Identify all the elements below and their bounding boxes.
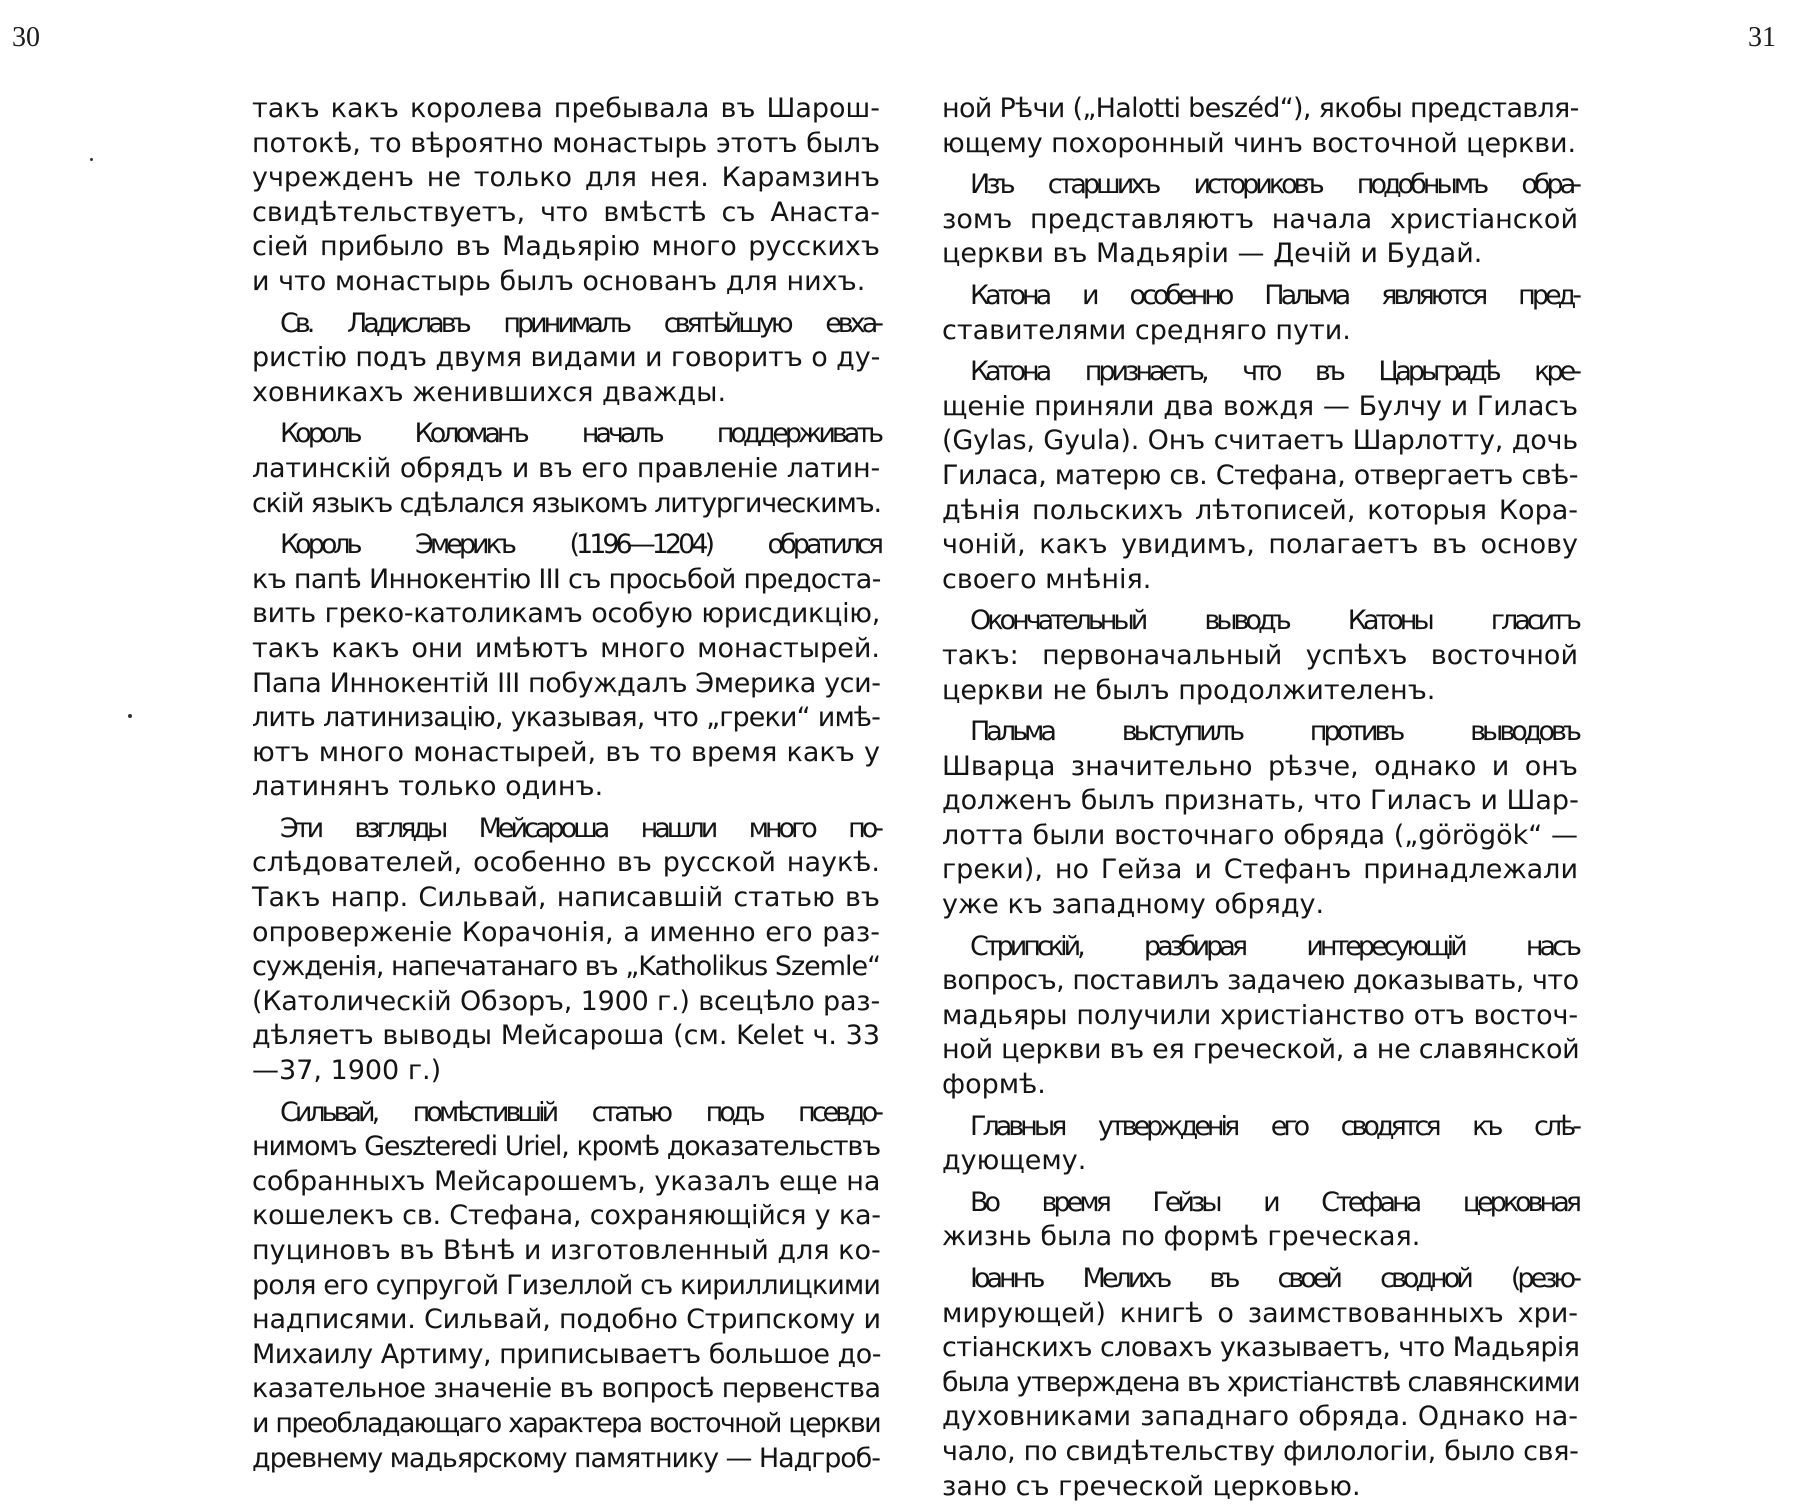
text-line: жизнь была по формѣ греческая.	[942, 1221, 1421, 1253]
text-line: лить латинизацію, указывая, что „греки“ имѣ-	[252, 702, 880, 734]
text-line: ющему похоронный чинъ восточной церкви.	[942, 127, 1576, 159]
page-number-right: 31	[1748, 22, 1776, 53]
text-line: латинянъ только одинъ.	[252, 771, 604, 803]
paragraph	[252, 417, 880, 521]
text-line: (Католическій Обзоръ, 1900 г.) всецѣло раз-	[252, 985, 880, 1017]
paragraph	[942, 604, 1578, 708]
text-line: сіей прибыло въ Мадьярію много русскихъ	[252, 231, 880, 263]
right-page-text-column	[942, 92, 1578, 1511]
text-line: Стрипскій, разбирая интересующій насъ	[970, 930, 1578, 962]
text-line: Эти взгляды Мейсароша нашли много по-	[280, 812, 880, 844]
text-line: и преобладающаго характера восточной церкви	[252, 1407, 880, 1439]
paragraph	[942, 355, 1578, 597]
text-line: Пальма выступилъ противъ выводовъ	[970, 716, 1578, 748]
text-line: опроверженіе Корачонія, а именно его раз-	[252, 916, 880, 948]
text-line: духовниками западнаго обряда. Однако на-	[942, 1401, 1578, 1433]
text-line: Изъ старшихъ историковъ подобнымъ обра-	[970, 169, 1578, 201]
text-line: —37, 1900 г.)	[252, 1055, 442, 1087]
text-line: слѣдователей, особенно въ русской наукѣ.	[252, 847, 880, 879]
text-line: скій языкъ сдѣлался языкомъ литургическимъ.	[252, 487, 881, 519]
text-line: учрежденъ не только для нея. Карамзинъ	[252, 162, 880, 194]
text-line: собранныхъ Мейсарошемъ, указалъ еще на	[252, 1165, 881, 1197]
text-line: зано съ греческой церковью.	[942, 1470, 1361, 1502]
text-line: и что монастырь былъ основанъ для нихъ.	[252, 265, 866, 297]
paragraph	[942, 715, 1578, 923]
text-line: къ папѣ Иннокентію III съ просьбой предоста-	[252, 563, 881, 595]
text-line: уже къ западному обряду.	[942, 889, 1325, 921]
text-line: чало, по свидѣтельству филологіи, было свя-	[942, 1435, 1579, 1467]
text-line: Катона и особенно Пальма являются пред-	[970, 279, 1578, 311]
text-line: Шварца значительно рѣзче, однако и онъ	[942, 750, 1578, 782]
paragraph	[942, 1110, 1578, 1179]
text-line: Михаилу Артиму, приписываетъ большое до-	[252, 1338, 881, 1370]
text-line: церкви не былъ продолжителенъ.	[942, 674, 1436, 706]
paragraph	[942, 168, 1578, 272]
text-line: дѣляетъ выводы Мейсароша (см. Kelet ч. 33	[252, 1020, 880, 1052]
text-line: Такъ напр. Сильвай, написавшій статью въ	[252, 882, 880, 914]
text-line: Король Коломанъ началъ поддерживать	[280, 418, 880, 450]
text-line: ной Рѣчи („Halotti beszéd“), якобы представля-	[942, 93, 1579, 124]
text-line: мадьяры получили христіанство отъ восточ-	[942, 999, 1578, 1031]
text-line: ютъ много монастырей, въ то время какъ у	[252, 736, 880, 768]
text-line: вить греко-католикамъ особую юрисдикцію,	[252, 598, 880, 630]
paragraph	[252, 812, 880, 1089]
text-line: Главныя утвержденія его сводятся къ слѣ-	[970, 1110, 1578, 1142]
text-line: греки), но Гейза и Стефанъ принадлежали	[942, 854, 1578, 886]
text-line: стіанскихъ словахъ указываетъ, что Мадьярія	[942, 1332, 1580, 1364]
paragraph	[252, 1096, 880, 1477]
text-line: такъ какъ они имѣютъ много монастырей.	[252, 632, 880, 664]
text-line: латинскій обрядъ и въ его правленіе латин-	[252, 452, 880, 484]
text-line: формѣ.	[942, 1069, 1046, 1101]
text-line: Окончательный выводъ Катоны гласитъ	[970, 605, 1578, 637]
text-line: Іоаннъ Мелихъ въ своей сводной (резю-	[970, 1263, 1578, 1294]
text-line: долженъ былъ признать, что Гиласъ и Шар-	[942, 785, 1579, 817]
text-line: ной церкви въ ея греческой, а не славянской	[942, 1034, 1580, 1066]
scan-speck	[90, 158, 93, 161]
text-line: нимомъ Geszteredi Uriel, кромѣ доказательствъ	[252, 1131, 880, 1163]
paragraph	[252, 307, 880, 411]
text-line: дѣнія польскихъ лѣтописей, которыя Кора-	[942, 494, 1578, 526]
text-line: лотта были восточнаго обряда („görögök“ —	[942, 819, 1578, 851]
text-line: мирующей) книгѣ о заимствованныхъ хри-	[942, 1297, 1578, 1329]
paragraph	[942, 1186, 1578, 1255]
text-line: Гиласа, матерю св. Стефана, отвергаетъ свѣ-	[942, 459, 1578, 491]
text-line: Катона признаетъ, что въ Царьградѣ кре-	[970, 356, 1578, 388]
text-line: ставителями средняго пути.	[942, 314, 1351, 346]
text-line: ристію подъ двумя видами и говоритъ о ду-	[252, 342, 881, 374]
text-line: сужденія, напечатанаго въ „Katholikus Szemle“	[252, 951, 881, 983]
text-line: Во время Гейзы и Стефана церковная	[970, 1186, 1578, 1218]
paragraph	[942, 92, 1578, 161]
paragraph	[942, 1262, 1578, 1504]
left-page-text-column	[252, 92, 880, 1483]
text-line: вопросъ, поставилъ задачею доказывать, что	[942, 965, 1579, 997]
text-line: такъ какъ королева пребывала въ Шарош-	[252, 93, 880, 124]
text-line: своего мнѣнія.	[942, 563, 1152, 595]
text-line: (Gylas, Gyula). Онъ считаетъ Шарлотту, дочь	[942, 425, 1578, 457]
paragraph	[942, 930, 1578, 1103]
text-line: дующему.	[942, 1145, 1087, 1177]
text-line: свидѣтельствуетъ, что вмѣстѣ съ Анаста-	[252, 196, 880, 228]
text-line: Св. Ладиславъ принималъ святѣйшую евха-	[280, 307, 880, 339]
text-line: такъ: первоначальный успѣхъ восточной	[942, 639, 1578, 671]
text-line: Король Эмерикъ (1196—1204) обратился	[280, 529, 880, 561]
text-line: роля его супругой Гизеллой съ кириллицкими	[252, 1269, 880, 1301]
text-line: древнему мадьярскому памятнику — Надгроб-	[252, 1442, 880, 1474]
text-line: потокѣ, то вѣроятно монастырь этотъ былъ	[252, 127, 880, 159]
page-number-left: 30	[12, 22, 40, 53]
text-line: ховникахъ женившихся дважды.	[252, 376, 727, 408]
text-line: кошелекъ св. Стефана, сохраняющійся у ка-	[252, 1200, 881, 1232]
paragraph	[252, 528, 880, 805]
text-line: казательное значеніе въ вопросѣ первенства	[252, 1373, 881, 1405]
text-line: пуциновъ въ Вѣнѣ и изготовленный для ко-	[252, 1235, 881, 1266]
text-line: Сильвай, помѣстившій статью подъ псевдо-	[280, 1096, 880, 1128]
paragraph	[252, 92, 880, 300]
text-line: надписями. Сильвай, подобно Стрипскому и	[252, 1304, 881, 1336]
scan-speck	[128, 714, 132, 718]
text-line: была утверждена въ христіанствѣ славянскими	[942, 1366, 1580, 1398]
text-line: чоній, какъ увидимъ, полагаетъ въ основу	[942, 529, 1578, 561]
text-line: Папа Иннокентій III побуждалъ Эмерика уси-	[252, 667, 881, 699]
text-line: щеніе приняли два вождя — Булчу и Гиласъ	[942, 390, 1578, 422]
paragraph	[942, 279, 1578, 348]
text-line: зомъ представляютъ начала христіанской	[942, 203, 1578, 235]
text-line: церкви въ Мадьяріи — Дечій и Будай.	[942, 238, 1483, 270]
